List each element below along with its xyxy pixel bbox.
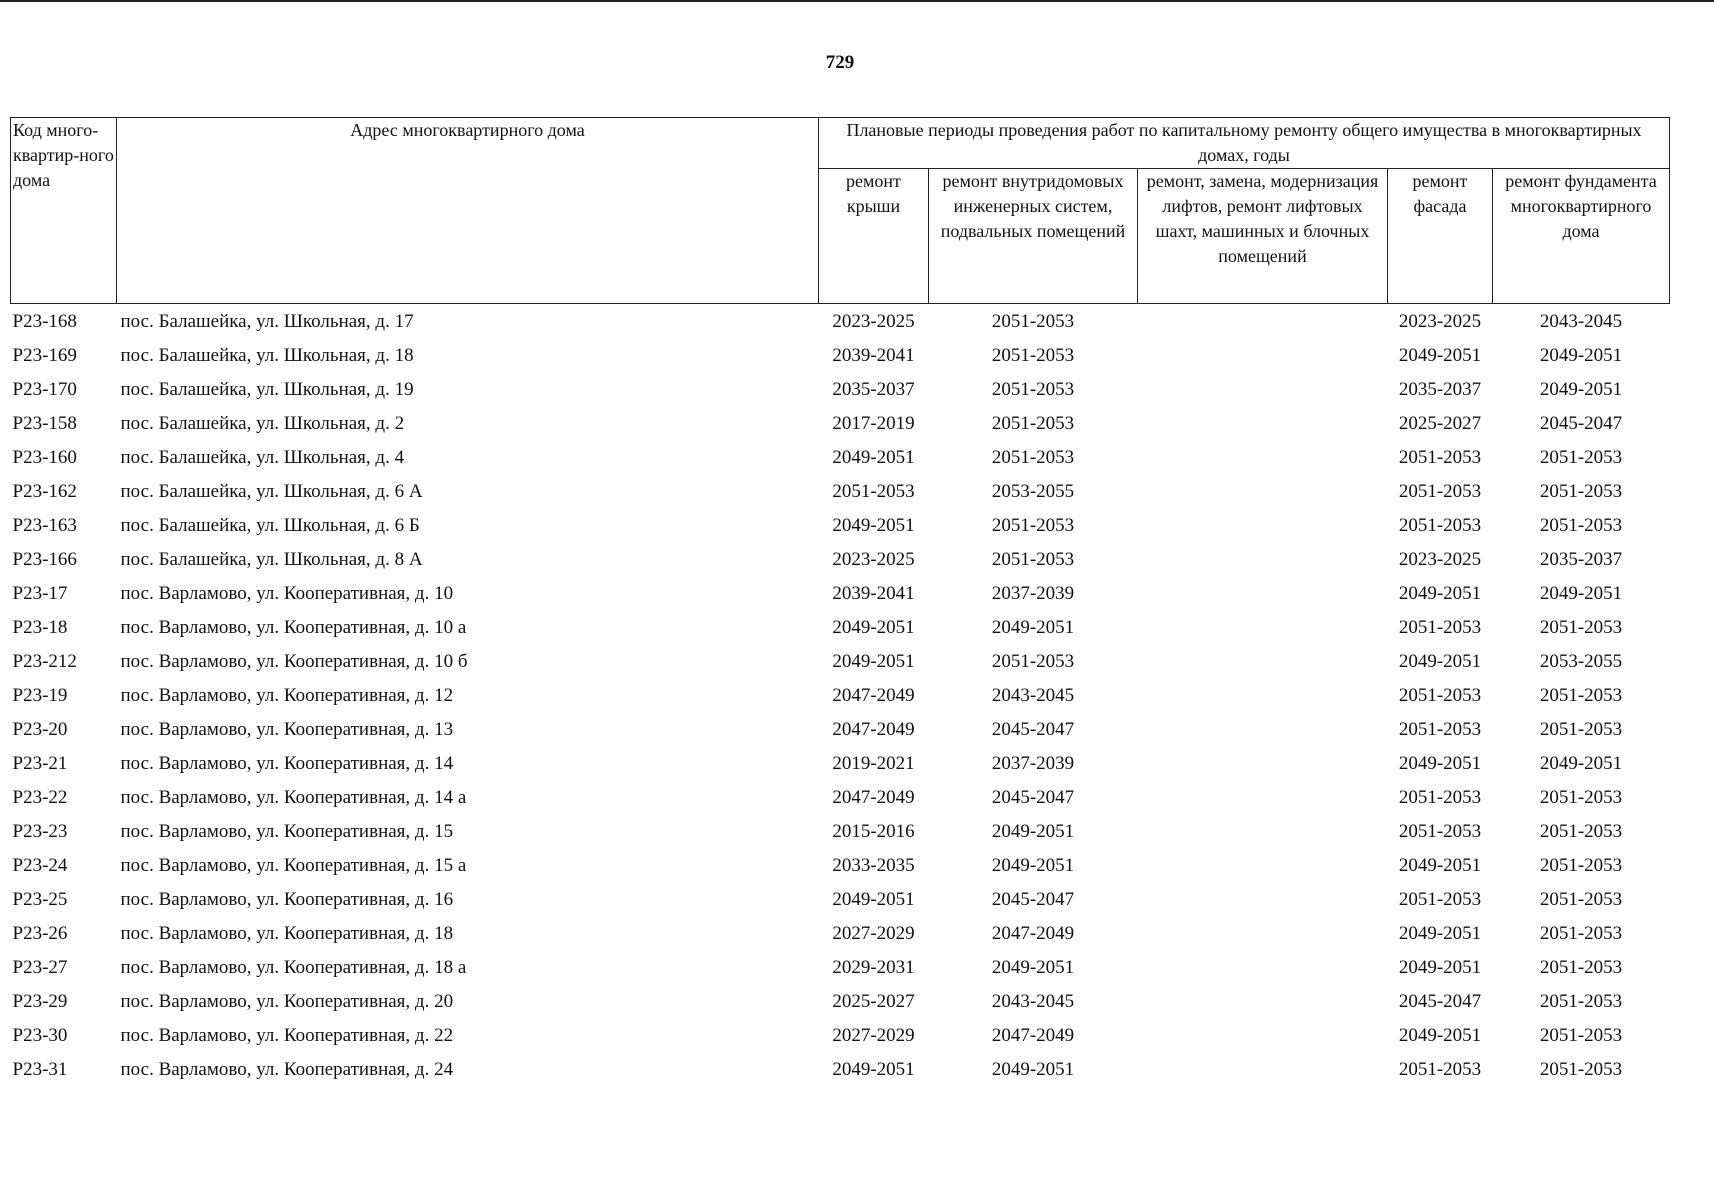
cell-facade-repair: 2051-2053 [1398, 786, 1482, 808]
cell-roof-repair: 2049-2051 [832, 446, 915, 468]
table-row [11, 508, 1670, 542]
cell-elevators [1138, 984, 1388, 1018]
cell-foundation-repair: 2051-2053 [1539, 922, 1623, 944]
cell-address: пос. Балашейка, ул. Школьная, д. 2 [120, 412, 405, 434]
cell-foundation-repair: 2051-2053 [1539, 480, 1623, 502]
header-engineering-systems: ремонт внутридомовых инженерных систем, подвальных помещений [929, 169, 1138, 304]
table-row [11, 814, 1670, 848]
cell-address: пос. Варламово, ул. Кооперативная, д. 22 [120, 1024, 454, 1046]
table-row [11, 406, 1670, 440]
header-planned-periods: Плановые периоды проведения работ по капитальному ремонту общего имущества в многоквартирных домах, годы [819, 118, 1670, 169]
cell-roof-repair: 2047-2049 [832, 786, 915, 808]
cell-address: пос. Варламово, ул. Кооперативная, д. 14 а [120, 786, 467, 808]
cell-code: P23-25 [12, 888, 68, 910]
cell-foundation-repair: 2049-2051 [1539, 752, 1623, 774]
cell-address: пос. Варламово, ул. Кооперативная, д. 15 [120, 820, 454, 842]
cell-roof-repair: 2047-2049 [832, 718, 915, 740]
cell-engineering-systems: 2053-2055 [991, 480, 1075, 502]
table-row [11, 678, 1670, 712]
cell-facade-repair: 2025-2027 [1398, 412, 1482, 434]
cell-foundation-repair: 2045-2047 [1539, 412, 1623, 434]
cell-engineering-systems: 2047-2049 [991, 1024, 1075, 1046]
cell-code: P23-31 [12, 1058, 68, 1080]
cell-engineering-systems: 2043-2045 [991, 684, 1075, 706]
table-row [11, 950, 1670, 984]
cell-code: P23-160 [12, 446, 77, 468]
table-row [11, 1052, 1670, 1086]
cell-code: P23-168 [12, 310, 77, 332]
cell-foundation-repair: 2051-2053 [1539, 956, 1623, 978]
cell-facade-repair: 2023-2025 [1398, 310, 1482, 332]
cell-engineering-systems: 2051-2053 [991, 650, 1075, 672]
header-address: Адрес многоквартирного дома [117, 118, 819, 304]
cell-elevators [1138, 304, 1388, 339]
cell-foundation-repair: 2051-2053 [1539, 854, 1623, 876]
cell-engineering-systems: 2051-2053 [991, 514, 1075, 536]
cell-elevators [1138, 780, 1388, 814]
cell-facade-repair: 2035-2037 [1398, 378, 1482, 400]
cell-roof-repair: 2047-2049 [832, 684, 915, 706]
cell-code: P23-20 [12, 718, 68, 740]
cell-address: пос. Балашейка, ул. Школьная, д. 6 А [120, 480, 423, 502]
cell-engineering-systems: 2049-2051 [991, 854, 1075, 876]
cell-facade-repair: 2049-2051 [1398, 956, 1482, 978]
cell-elevators [1138, 474, 1388, 508]
cell-engineering-systems: 2051-2053 [991, 378, 1075, 400]
cell-code: P23-26 [12, 922, 68, 944]
cell-engineering-systems: 2049-2051 [991, 956, 1075, 978]
cell-code: P23-30 [12, 1024, 68, 1046]
cell-elevators [1138, 848, 1388, 882]
top-border-rule [0, 0, 1714, 2]
cell-elevators [1138, 542, 1388, 576]
cell-roof-repair: 2049-2051 [832, 888, 915, 910]
cell-code: P23-24 [12, 854, 68, 876]
cell-roof-repair: 2035-2037 [832, 378, 915, 400]
table-row [11, 644, 1670, 678]
header-elevators: ремонт, замена, модернизация лифтов, ремонт лифтовых шахт, машинных и блочных помещений [1138, 169, 1388, 304]
cell-engineering-systems: 2049-2051 [991, 1058, 1075, 1080]
cell-roof-repair: 2025-2027 [832, 990, 915, 1012]
cell-roof-repair: 2023-2025 [832, 548, 915, 570]
cell-engineering-systems: 2045-2047 [991, 718, 1075, 740]
cell-address: пос. Балашейка, ул. Школьная, д. 6 Б [120, 514, 420, 536]
table-row [11, 712, 1670, 746]
cell-roof-repair: 2027-2029 [832, 1024, 915, 1046]
cell-code: P23-169 [12, 344, 77, 366]
cell-address: пос. Балашейка, ул. Школьная, д. 19 [120, 378, 414, 400]
cell-roof-repair: 2017-2019 [832, 412, 915, 434]
cell-code: P23-166 [12, 548, 77, 570]
cell-roof-repair: 2027-2029 [832, 922, 915, 944]
table-header [11, 118, 1670, 304]
cell-foundation-repair: 2051-2053 [1539, 616, 1623, 638]
cell-foundation-repair: 2051-2053 [1539, 820, 1623, 842]
cell-elevators [1138, 644, 1388, 678]
cell-elevators [1138, 372, 1388, 406]
cell-elevators [1138, 406, 1388, 440]
cell-code: P23-23 [12, 820, 68, 842]
cell-facade-repair: 2051-2053 [1398, 684, 1482, 706]
cell-code: P23-27 [12, 956, 68, 978]
header-foundation-repair: ремонт фундамента многоквартирного дома [1493, 169, 1670, 304]
cell-address: пос. Балашейка, ул. Школьная, д. 17 [120, 310, 414, 332]
cell-address: пос. Варламово, ул. Кооперативная, д. 13 [120, 718, 454, 740]
cell-elevators [1138, 882, 1388, 916]
table-row [11, 304, 1670, 339]
cell-code: P23-162 [12, 480, 77, 502]
cell-facade-repair: 2049-2051 [1398, 1024, 1482, 1046]
cell-facade-repair: 2049-2051 [1398, 922, 1482, 944]
cell-address: пос. Балашейка, ул. Школьная, д. 18 [120, 344, 414, 366]
cell-engineering-systems: 2051-2053 [991, 412, 1075, 434]
cell-elevators [1138, 814, 1388, 848]
cell-elevators [1138, 576, 1388, 610]
cell-facade-repair: 2049-2051 [1398, 752, 1482, 774]
cell-address: пос. Варламово, ул. Кооперативная, д. 15 а [120, 854, 467, 876]
cell-roof-repair: 2049-2051 [832, 650, 915, 672]
cell-roof-repair: 2015-2016 [832, 820, 915, 842]
cell-elevators [1138, 508, 1388, 542]
cell-elevators [1138, 1052, 1388, 1086]
cell-roof-repair: 2049-2051 [832, 1058, 915, 1080]
cell-foundation-repair: 2051-2053 [1539, 1058, 1623, 1080]
cell-foundation-repair: 2049-2051 [1539, 378, 1623, 400]
table-row [11, 474, 1670, 508]
cell-facade-repair: 2051-2053 [1398, 616, 1482, 638]
cell-facade-repair: 2023-2025 [1398, 548, 1482, 570]
cell-address: пос. Варламово, ул. Кооперативная, д. 18 [120, 922, 454, 944]
cell-engineering-systems: 2037-2039 [991, 582, 1075, 604]
cell-facade-repair: 2049-2051 [1398, 854, 1482, 876]
cell-code: P23-22 [12, 786, 68, 808]
cell-code: P23-163 [12, 514, 77, 536]
cell-foundation-repair: 2051-2053 [1539, 990, 1623, 1012]
cell-address: пос. Варламово, ул. Кооперативная, д. 14 [120, 752, 454, 774]
table-row [11, 576, 1670, 610]
cell-facade-repair: 2051-2053 [1398, 888, 1482, 910]
cell-elevators [1138, 712, 1388, 746]
cell-facade-repair: 2051-2053 [1398, 1058, 1482, 1080]
cell-code: P23-21 [12, 752, 68, 774]
cell-facade-repair: 2049-2051 [1398, 650, 1482, 672]
cell-engineering-systems: 2051-2053 [991, 344, 1075, 366]
cell-roof-repair: 2039-2041 [832, 344, 915, 366]
cell-roof-repair: 2051-2053 [832, 480, 915, 502]
cell-elevators [1138, 610, 1388, 644]
table-row [11, 542, 1670, 576]
cell-roof-repair: 2033-2035 [832, 854, 915, 876]
cell-foundation-repair: 2051-2053 [1539, 684, 1623, 706]
cell-elevators [1138, 1018, 1388, 1052]
page-number: 729 [825, 52, 855, 73]
cell-engineering-systems: 2045-2047 [991, 888, 1075, 910]
cell-engineering-systems: 2045-2047 [991, 786, 1075, 808]
cell-code: P23-212 [12, 650, 77, 672]
cell-foundation-repair: 2049-2051 [1539, 344, 1623, 366]
cell-address: пос. Варламово, ул. Кооперативная, д. 24 [120, 1058, 454, 1080]
table-body [11, 304, 1670, 1087]
capital-repair-schedule-table [10, 117, 1670, 1086]
header-facade-repair: ремонт фасада [1388, 169, 1493, 304]
cell-code: P23-29 [12, 990, 68, 1012]
cell-elevators [1138, 678, 1388, 712]
table-row [11, 848, 1670, 882]
cell-engineering-systems: 2051-2053 [991, 548, 1075, 570]
table-row [11, 372, 1670, 406]
cell-facade-repair: 2051-2053 [1398, 446, 1482, 468]
cell-roof-repair: 2029-2031 [832, 956, 915, 978]
cell-foundation-repair: 2051-2053 [1539, 718, 1623, 740]
cell-elevators [1138, 440, 1388, 474]
cell-elevators [1138, 338, 1388, 372]
table-row [11, 780, 1670, 814]
cell-foundation-repair: 2051-2053 [1539, 888, 1623, 910]
cell-facade-repair: 2049-2051 [1398, 582, 1482, 604]
cell-elevators [1138, 746, 1388, 780]
table-row [11, 440, 1670, 474]
cell-foundation-repair: 2043-2045 [1539, 310, 1623, 332]
cell-engineering-systems: 2051-2053 [991, 446, 1075, 468]
cell-address: пос. Варламово, ул. Кооперативная, д. 12 [120, 684, 454, 706]
cell-code: P23-170 [12, 378, 77, 400]
cell-engineering-systems: 2047-2049 [991, 922, 1075, 944]
cell-address: пос. Балашейка, ул. Школьная, д. 4 [120, 446, 405, 468]
cell-address: пос. Варламово, ул. Кооперативная, д. 18 а [120, 956, 467, 978]
cell-foundation-repair: 2051-2053 [1539, 446, 1623, 468]
header-roof-repair: ремонт крыши [819, 169, 929, 304]
cell-engineering-systems: 2049-2051 [991, 616, 1075, 638]
table-row [11, 746, 1670, 780]
cell-roof-repair: 2039-2041 [832, 582, 915, 604]
table-row [11, 984, 1670, 1018]
cell-roof-repair: 2049-2051 [832, 514, 915, 536]
cell-code: P23-18 [12, 616, 68, 638]
cell-roof-repair: 2019-2021 [832, 752, 915, 774]
cell-roof-repair: 2023-2025 [832, 310, 915, 332]
cell-roof-repair: 2049-2051 [832, 616, 915, 638]
cell-foundation-repair: 2051-2053 [1539, 514, 1623, 536]
cell-facade-repair: 2051-2053 [1398, 480, 1482, 502]
table-row [11, 882, 1670, 916]
cell-engineering-systems: 2049-2051 [991, 820, 1075, 842]
cell-facade-repair: 2045-2047 [1398, 990, 1482, 1012]
cell-engineering-systems: 2043-2045 [991, 990, 1075, 1012]
cell-foundation-repair: 2051-2053 [1539, 786, 1623, 808]
cell-facade-repair: 2051-2053 [1398, 820, 1482, 842]
cell-code: P23-158 [12, 412, 77, 434]
cell-facade-repair: 2051-2053 [1398, 718, 1482, 740]
cell-elevators [1138, 916, 1388, 950]
table-row [11, 338, 1670, 372]
cell-foundation-repair: 2035-2037 [1539, 548, 1623, 570]
header-code: Код много-квартир-ного дома [11, 118, 117, 304]
cell-address: пос. Варламово, ул. Кооперативная, д. 16 [120, 888, 454, 910]
table-row [11, 610, 1670, 644]
cell-engineering-systems: 2037-2039 [991, 752, 1075, 774]
cell-foundation-repair: 2049-2051 [1539, 582, 1623, 604]
cell-engineering-systems: 2051-2053 [991, 310, 1075, 332]
table-row [11, 916, 1670, 950]
table-row [11, 1018, 1670, 1052]
cell-code: P23-17 [12, 582, 68, 604]
cell-address: пос. Балашейка, ул. Школьная, д. 8 А [120, 548, 423, 570]
cell-address: пос. Варламово, ул. Кооперативная, д. 10 б [120, 650, 468, 672]
cell-foundation-repair: 2053-2055 [1539, 650, 1623, 672]
cell-facade-repair: 2051-2053 [1398, 514, 1482, 536]
cell-foundation-repair: 2051-2053 [1539, 1024, 1623, 1046]
cell-facade-repair: 2049-2051 [1398, 344, 1482, 366]
cell-address: пос. Варламово, ул. Кооперативная, д. 20 [120, 990, 454, 1012]
cell-code: P23-19 [12, 684, 68, 706]
cell-address: пос. Варламово, ул. Кооперативная, д. 10 а [120, 616, 467, 638]
cell-address: пос. Варламово, ул. Кооперативная, д. 10 [120, 582, 454, 604]
cell-elevators [1138, 950, 1388, 984]
